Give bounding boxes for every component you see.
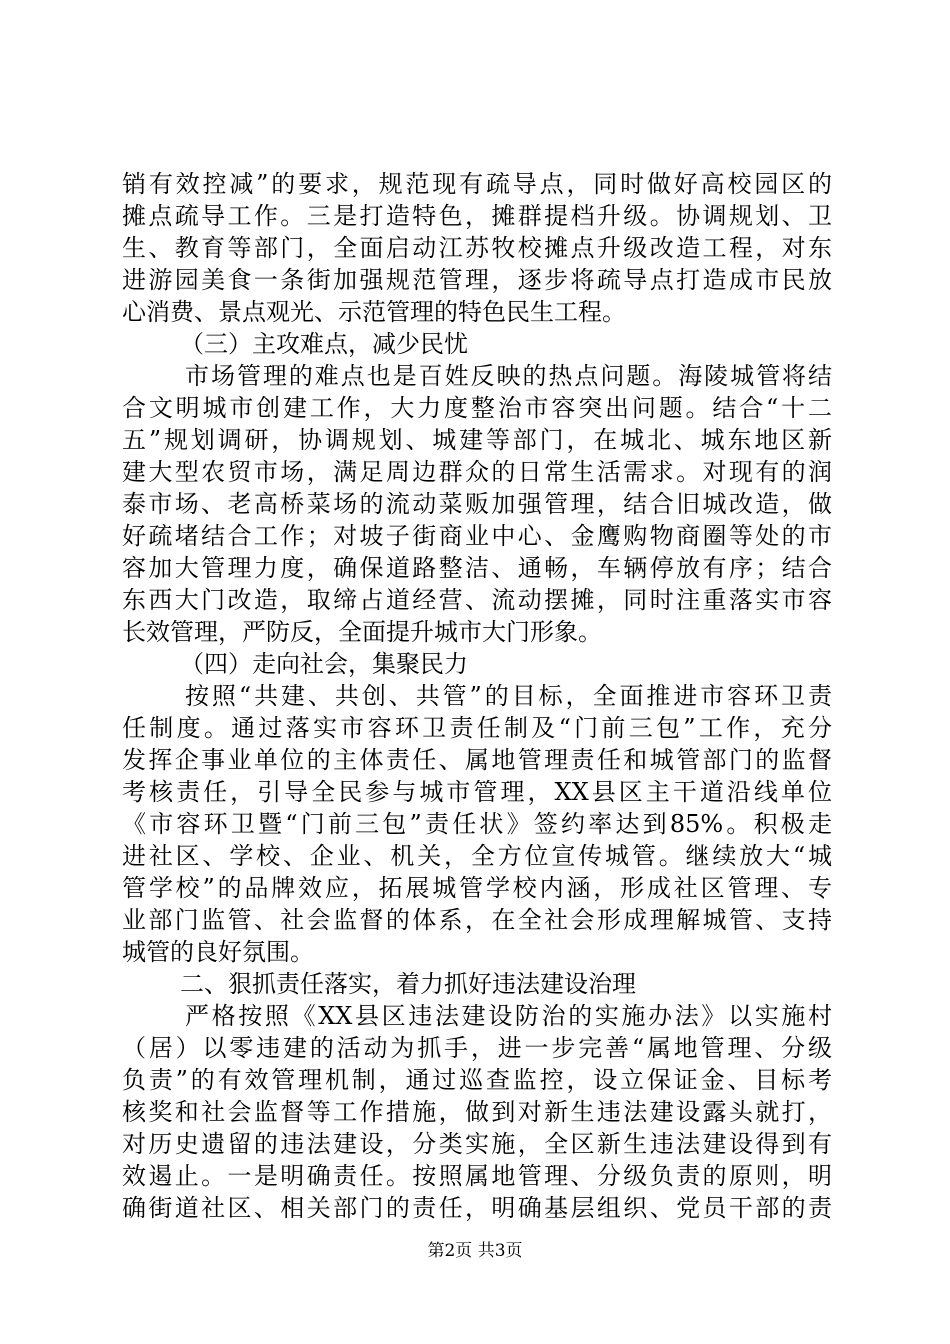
paragraph-first-line: 严格按照《XX县区违法建设防治的实施办法》以实施村 <box>185 1002 832 1030</box>
text-line: 进社区、学校、企业、机关，全方位宣传城管。继续放大“城 <box>122 842 832 870</box>
text-line: （居）以零违建的活动为抓手，进一步完善“属地管理、分级 <box>122 1034 832 1062</box>
section-heading: （三）主攻难点，减少民忧 <box>180 330 468 358</box>
document-body <box>122 168 832 1224</box>
text-line: 建大型农贸市场，满足周边群众的日常生活需求。对现有的润 <box>122 458 832 486</box>
text-line: 发挥企事业单位的主体责任、属地管理责任和城管部门的监督 <box>122 746 832 774</box>
text-line: 生、教育等部门，全面启动江苏牧校摊点升级改造工程，对东 <box>122 234 832 262</box>
text-line: 考核责任，引导全民参与城市管理，XX县区主干道沿线单位 <box>122 778 832 806</box>
text-line: 确街道社区、相关部门的责任，明确基层组织、党员干部的责 <box>122 1194 832 1222</box>
text-line: 负责”的有效管理机制，通过巡查监控，设立保证金、目标考 <box>122 1066 832 1094</box>
text-line: 摊点疏导工作。三是打造特色，摊群提档升级。协调规划、卫 <box>122 202 832 230</box>
section-heading: （四）走向社会，集聚民力 <box>180 650 468 678</box>
text-line: 《市容环卫暨“门前三包”责任状》签约率达到85%。积极走 <box>122 810 832 838</box>
text-line: 对历史遗留的违法建设，分类实施，全区新生违法建设得到有 <box>122 1130 832 1158</box>
text-line: 好疏堵结合工作；对坡子街商业中心、金鹰购物商圈等处的市 <box>122 522 832 550</box>
text-line: 业部门监管、社会监督的体系，在全社会形成理解城管、支持 <box>122 906 832 934</box>
text-line: 东西大门改造，取缔占道经营、流动摆摊，同时注重落实市容 <box>122 586 832 614</box>
text-line: 合文明城市创建工作，大力度整治市容突出问题。结合“十二 <box>122 394 832 422</box>
paragraph-first-line: 按照“共建、共创、共管”的目标，全面推进市容环卫责 <box>185 682 832 710</box>
section-heading: 二、狠抓责任落实，着力抓好违法建设治理 <box>180 970 636 998</box>
text-line: 长效管理，严防反，全面提升城市大门形象。 <box>122 618 602 646</box>
text-line: 心消费、景点观光、示范管理的特色民生工程。 <box>122 298 626 326</box>
text-line: 五”规划调研，协调规划、城建等部门，在城北、城东地区新 <box>122 426 832 454</box>
text-line: 管学校”的品牌效应，拓展城管学校内涵，形成社区管理、专 <box>122 874 832 902</box>
page-number-footer: 第2页 共3页 <box>427 1241 523 1261</box>
text-line: 销有效控减”的要求，规范现有疏导点，同时做好高校园区的 <box>122 170 832 198</box>
text-line: 进游园美食一条街加强规范管理，逐步将疏导点打造成市民放 <box>122 266 832 294</box>
text-line: 容加大管理力度，确保道路整洁、通畅，车辆停放有序；结合 <box>122 554 832 582</box>
text-line: 效遏止。一是明确责任。按照属地管理、分级负责的原则，明 <box>122 1162 832 1190</box>
text-line: 城管的良好氛围。 <box>122 938 314 966</box>
text-line: 泰市场、老高桥菜场的流动菜贩加强管理，结合旧城改造，做 <box>122 490 832 518</box>
text-line: 任制度。通过落实市容环卫责任制及“门前三包”工作，充分 <box>122 714 832 742</box>
text-line: 核奖和社会监督等工作措施，做到对新生违法建设露头就打， <box>122 1098 832 1126</box>
paragraph-first-line: 市场管理的难点也是百姓反映的热点问题。海陵城管将结 <box>185 362 832 390</box>
